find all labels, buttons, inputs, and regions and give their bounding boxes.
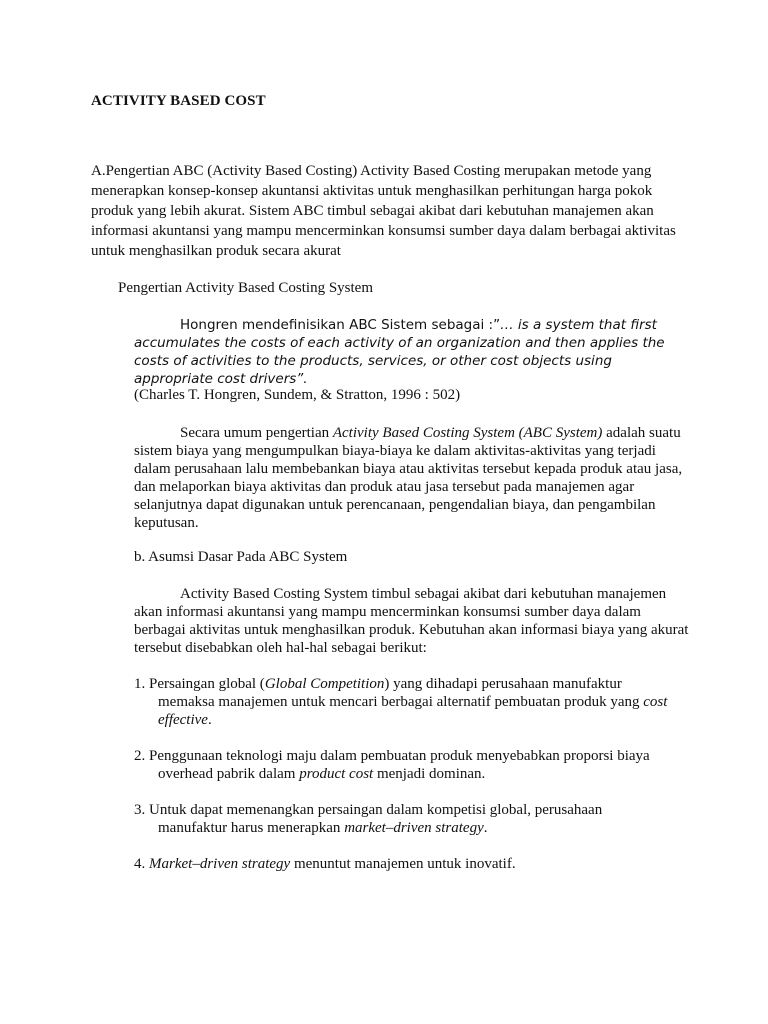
list-item-continuation [134, 819, 694, 837]
list-item-italic: Global Competition [264, 676, 385, 692]
list-item-italic: market–driven strategy [344, 820, 484, 836]
list-item-number: 2. [134, 748, 146, 764]
list-item-text: . [207, 712, 212, 728]
list-item-number: 1. [134, 676, 146, 692]
assumption-list [134, 675, 694, 891]
document-title: ACTIVITY BASED COST [91, 93, 266, 109]
quote-intro: Hongren mendefinisikan ABC Sistem sebagai :” [180, 317, 501, 333]
list-item-text: Untuk dapat memenangkan persaingan dalam kompetisi global, perusahaan [145, 802, 603, 818]
list-item-text: manufaktur harus menerapkan [158, 820, 345, 836]
section-a-paragraph: A.Pengertian ABC (Activity Based Costing) Activity Based Costing merupakan metode yang menerapkan konsep-konsep akuntansi aktivitas untuk menghasilkan perhitungan harga pokok produk yang lebih akurat. Sistem ABC timbul sebagai akibat dari kebutuhan manajemen akan informasi akuntansi yang mampu mencerminkan konsumsi sumber daya dalam berbagai aktivitas untuk menghasilkan produk secara akurat [91, 163, 676, 259]
list-item-italic: Market–driven strategy [149, 856, 291, 872]
subheading-asumsi: b. Asumsi Dasar Pada ABC System [134, 549, 348, 565]
assumption-intro-text: Activity Based Costing System timbul sebagai akibat dari kebutuhan manajemen akan informasi akuntansi yang mampu mencerminkan konsumsi sumber daya dalam berbagai aktivitas untuk menghasilkan produk. Kebutuhan akan informasi biaya yang akurat tersebut disebabkan oleh hal-hal sebagai berikut: [134, 586, 689, 656]
subheading-pengertian: Pengertian Activity Based Costing System [118, 280, 373, 296]
list-item [134, 855, 694, 873]
list-item-number: 4. [134, 856, 146, 872]
list-item-text: Persaingan global ( [145, 676, 265, 692]
assumption-intro-paragraph [134, 585, 694, 657]
list-item-number: 3. [134, 802, 146, 818]
list-item-text: Penggunaan teknologi maju dalam pembuatan produk menyebabkan proporsi biaya [145, 748, 650, 764]
list-item-italic: product cost [299, 766, 374, 782]
list-item-text: . [483, 820, 488, 836]
list-item [134, 675, 694, 729]
definition-after: adalah suatu sistem biaya yang mengumpulkan biaya-biaya ke dalam aktivitas-aktivitas yang terjadi dalam perusahaan lalu membebankan biaya atau aktivitas tersebut kepada produk atau jasa, dan melaporkan biaya aktivitas dan produk atau jasa tersebut pada manajemen agar selanjutnya dapat digunakan untuk perencanaan, pengendalian biaya, dan pengambilan keputusan. [134, 425, 683, 531]
quote-body: … is a system that first accumulates the costs of each activity of an organization and then applies the costs of activities to the products, services, or other cost objects using appropriate cost drivers”. [134, 317, 665, 387]
list-item-italic: cost effective [158, 694, 668, 728]
list-item [134, 801, 694, 837]
list-item-text: overhead pabrik dalam [158, 766, 300, 782]
list-item-text: ) yang dihadapi perusahaan manufaktur [384, 676, 622, 692]
list-item-continuation [134, 693, 694, 729]
list-item-text: menuntut manajemen untuk inovatif. [290, 856, 516, 872]
list-item [134, 747, 694, 783]
list-item-continuation [134, 765, 694, 783]
definition-before: Secara umum pengertian [180, 425, 333, 441]
list-item-text: menjadi dominan. [373, 766, 486, 782]
citation: (Charles T. Hongren, Sundem, & Stratton, 1996 : 502) [134, 387, 461, 403]
definition-paragraph [134, 424, 694, 532]
list-item-text: memaksa manajemen untuk mencari berbagai alternatif pembuatan produk yang [158, 694, 644, 710]
definition-term: Activity Based Costing System (ABC System) [332, 425, 603, 441]
hongren-quote [134, 316, 694, 388]
